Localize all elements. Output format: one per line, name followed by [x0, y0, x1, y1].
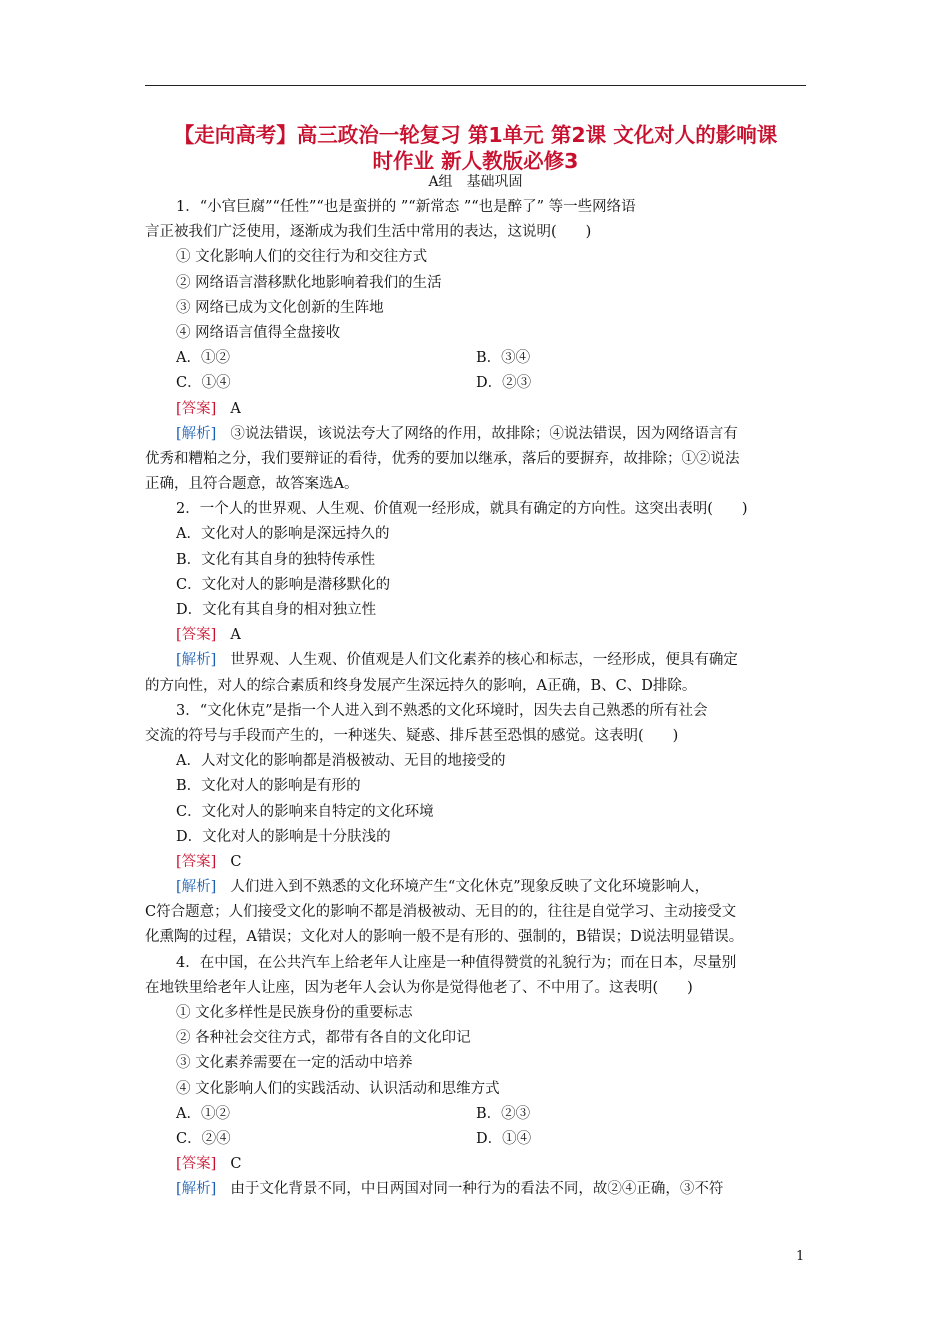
- option-c: C．①④: [176, 375, 231, 392]
- question-2: [145, 497, 806, 699]
- answer-label: [答案]: [176, 1156, 217, 1173]
- explanation-text: ③说法错误，该说法夸大了网络的作用，故排除；④说法错误，因为网络语言有: [230, 425, 738, 442]
- option-b: B．文化有其自身的独特传承性: [176, 551, 376, 568]
- answer-label: [答案]: [176, 853, 217, 870]
- explanation-label: [解析]: [176, 425, 217, 442]
- question-stem: 4．在中国，在公共汽车上给老年人让座是一种值得赞赏的礼貌行为；而在日本，尽量别: [176, 954, 737, 971]
- option-d: D．文化对人的影响是十分肤浅的: [176, 828, 391, 845]
- option-c: C．文化对人的影响是潜移默化的: [176, 576, 391, 593]
- option-row: [145, 1127, 806, 1152]
- option-b: B．文化对人的影响是有形的: [176, 778, 361, 795]
- answer-line: [145, 623, 806, 648]
- option-b: B．③④: [476, 350, 531, 367]
- option-a: A．人对文化的影响都是消极被动、无目的地接受的: [176, 753, 506, 770]
- explanation-text: C符合题意；人们接受文化的影响不都是消极被动、无目的的，往往是自觉学习、主动接受文: [145, 904, 737, 921]
- question-stem: 在地铁里给老年人让座，因为老年人会认为你是觉得他老了、不中用了。这表明( ): [145, 979, 693, 996]
- question-stem: 3．“文化休克”是指一个人进入到不熟悉的文化环境时，因失去自己熟悉的所有社会: [176, 702, 708, 719]
- explanation-line: [145, 648, 806, 673]
- statement-item: ④ 网络语言值得全盘接收: [176, 324, 341, 341]
- statement-item: ③ 文化素养需要在一定的活动中培养: [176, 1055, 413, 1072]
- explanation-line: [145, 422, 806, 447]
- question-stem: 言正被我们广泛使用，逐渐成为我们生活中常用的表达，这说明( ): [145, 224, 592, 241]
- question-3: [145, 699, 806, 951]
- explanation-line: [145, 1177, 806, 1202]
- explanation-label: [解析]: [176, 879, 217, 896]
- statement-item: ② 网络语言潜移默化地影响着我们的生活: [176, 274, 442, 291]
- document-title-line1: 【走向高考】高三政治一轮复习 第1单元 第2课 文化对人的影响课: [173, 123, 778, 147]
- statement-item: ③ 网络已成为文化创新的生阵地: [176, 299, 384, 316]
- answer-value: C: [230, 1156, 242, 1173]
- answer-line: [145, 850, 806, 875]
- question-stem: 交流的符号与手段而产生的，一种迷失、疑惑、排斥甚至恐惧的感觉。这表明( ): [145, 727, 679, 744]
- option-d: D．文化有其自身的相对独立性: [176, 602, 377, 618]
- section-heading: A组 基础巩固: [428, 174, 523, 190]
- option-row: [145, 1102, 806, 1127]
- answer-value: A: [230, 627, 241, 644]
- option-a: A．文化对人的影响是深远持久的: [176, 526, 390, 543]
- page-number: 1: [796, 1249, 805, 1264]
- statement-item: ④ 文化影响人们的实践活动、认识活动和思维方式: [176, 1080, 500, 1097]
- option-b: B．②③: [476, 1105, 531, 1122]
- statement-item: ② 各种社会交往方式，都带有各自的文化印记: [176, 1030, 471, 1047]
- explanation-text: 正确，且符合题意，故答案选A。: [145, 476, 359, 493]
- question-stem: 2．一个人的世界观、人生观、价值观一经形成，就具有确定的方向性。这突出表明( ): [176, 501, 748, 518]
- explanation-text: 人们进入到不熟悉的文化环境产生“文化休克”现象反映了文化环境影响人，: [230, 879, 710, 896]
- option-a: A．①②: [176, 350, 230, 367]
- statement-item: ① 文化多样性是民族身份的重要标志: [176, 1005, 413, 1021]
- explanation-text: 优秀和糟粕之分，我们要辩证的看待，优秀的要加以继承，落后的要摒弃，故排除；①②说法: [145, 450, 740, 467]
- answer-value: C: [230, 853, 242, 870]
- explanation-label: [解析]: [176, 1181, 217, 1198]
- explanation-text: 化熏陶的过程，A错误；文化对人的影响一般不是有形的、强制的，B错误；D说法明显错误。: [145, 929, 744, 946]
- answer-label: [答案]: [176, 400, 217, 417]
- option-d: D．②③: [476, 375, 532, 392]
- explanation-line: [145, 875, 806, 900]
- answer-value: A: [230, 400, 241, 417]
- explanation-text: 世界观、人生观、价值观是人们文化素养的核心和标志，一经形成，便具有确定: [230, 652, 738, 669]
- statement-item: ① 文化影响人们的交往行为和交往方式: [176, 249, 428, 266]
- question-4: [145, 951, 806, 1203]
- option-d: D．①④: [476, 1130, 532, 1147]
- answer-line: [145, 1152, 806, 1177]
- answer-label: [答案]: [176, 627, 217, 644]
- explanation-text: 由于文化背景不同，中日两国对同一种行为的看法不同，故②④正确，③不符: [230, 1181, 724, 1198]
- option-c: C．②④: [176, 1130, 231, 1147]
- answer-line: [145, 397, 806, 422]
- header-rule: [145, 85, 806, 86]
- document-body: [145, 195, 806, 1203]
- option-row: [145, 371, 806, 396]
- question-1: [145, 195, 806, 497]
- question-stem: 1．“小官巨腐”“任性”“也是蛮拼的 ”“新常态 ”“也是醉了” 等一些网络语: [176, 199, 636, 215]
- explanation-text: 的方向性，对人的综合素质和终身发展产生深远持久的影响，A正确，B、C、D排除。: [145, 677, 697, 694]
- option-row: [145, 346, 806, 371]
- option-a: A．①②: [176, 1105, 230, 1122]
- document-title-line2: 时作业 新人教版必修3: [372, 149, 579, 173]
- option-c: C．文化对人的影响来自特定的文化环境: [176, 803, 434, 820]
- explanation-label: [解析]: [176, 652, 217, 669]
